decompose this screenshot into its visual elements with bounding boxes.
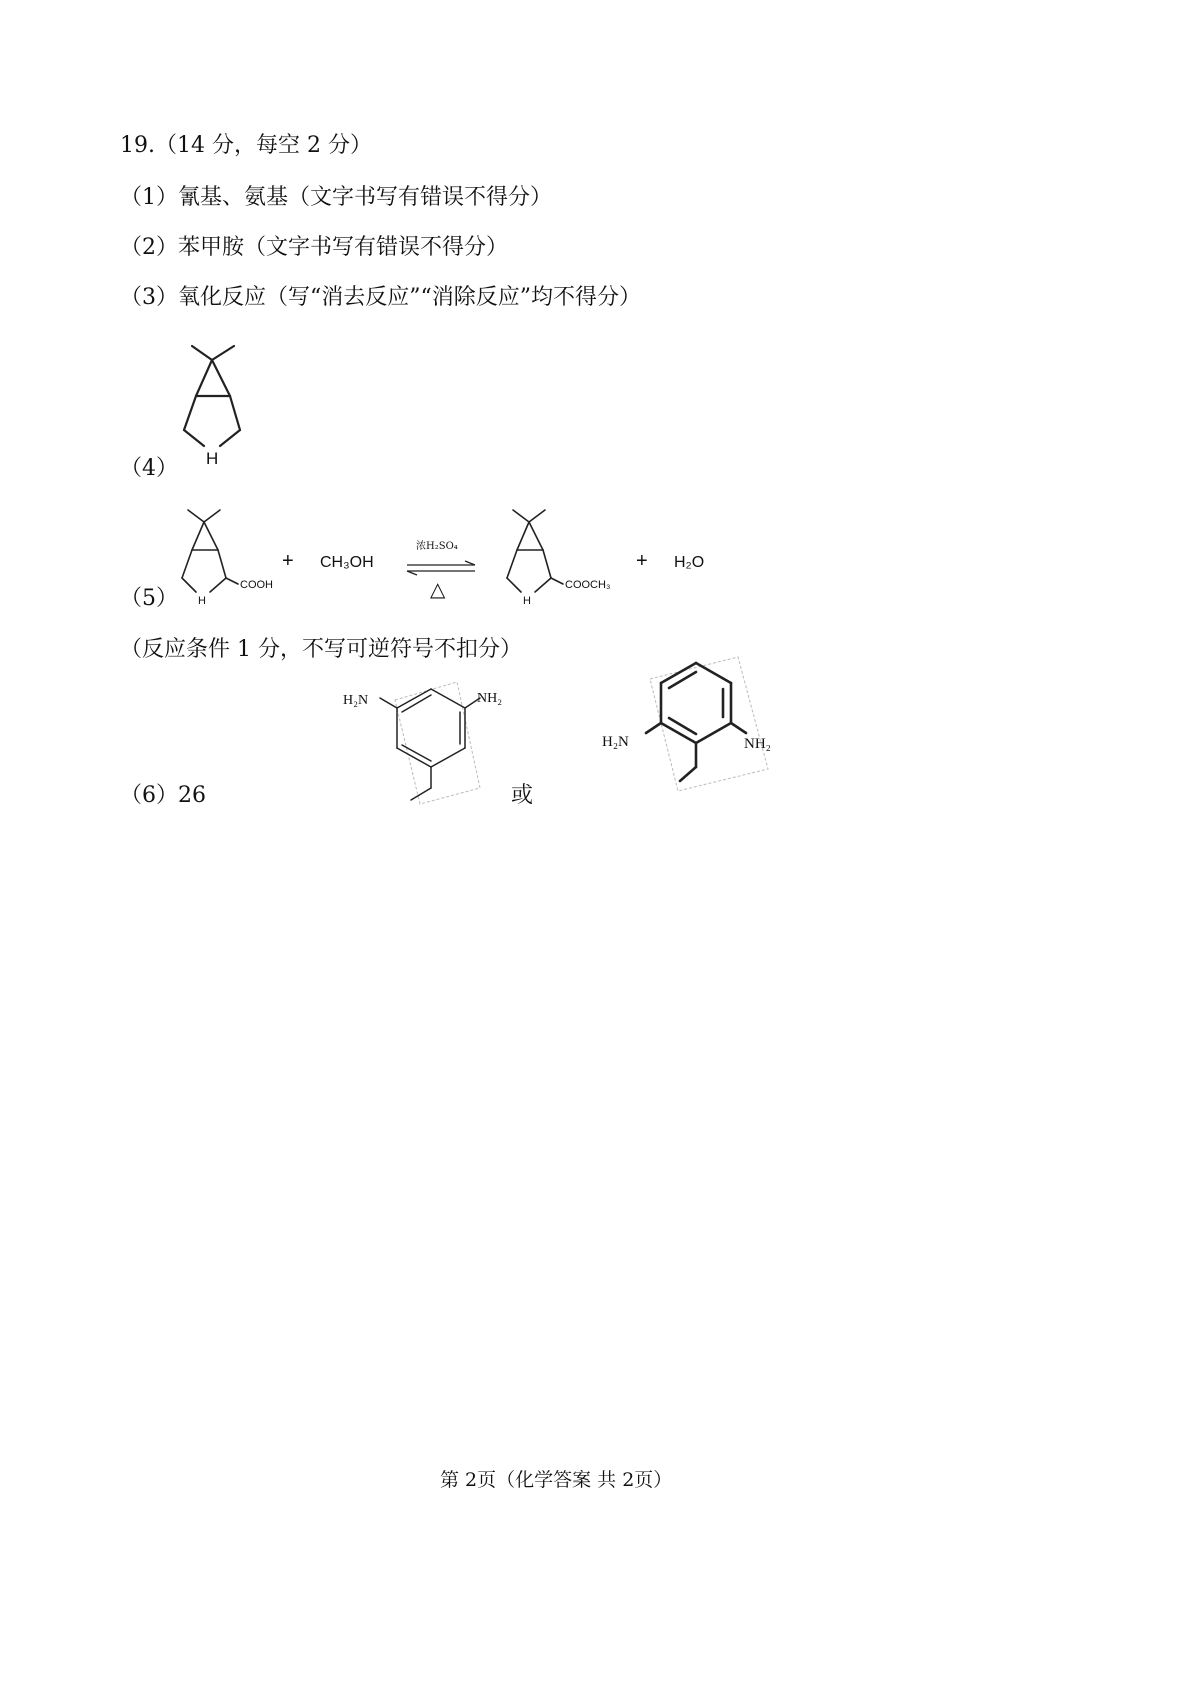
s6a-right-amine-label: NH₂ <box>477 691 503 706</box>
water-formula: H₂O <box>674 554 705 571</box>
page-footer: 第 2页（化学答案 共 2页） <box>440 1469 673 1491</box>
answer-6-or: 或 <box>511 783 534 808</box>
reaction-condition-top: 浓H₂SO₄ <box>416 541 458 552</box>
s5-right-group-label: COOCH₃ <box>565 579 611 591</box>
s4-nh-label: H <box>206 449 219 468</box>
reversible-arrow <box>405 560 477 576</box>
structure-5-reactant <box>170 500 290 610</box>
s6b-left-amine-label: H₂N <box>602 734 629 750</box>
answer-2: （2）苯甲胺（文字书写有错误不得分） <box>120 235 508 260</box>
structure-6a <box>335 670 520 815</box>
s6a-left-amine-label: H₂N <box>343 693 369 708</box>
reaction-condition-bottom: △ <box>430 579 446 601</box>
plus-sign-2: + <box>636 550 648 572</box>
answer-4-label: （4） <box>120 456 178 481</box>
answer-5-label: （5） <box>120 586 178 611</box>
structure-5-product <box>495 500 625 610</box>
answer-3: （3）氧化反应（写“消去反应”“消除反应”均不得分） <box>120 285 641 310</box>
plus-sign-1: + <box>282 550 294 572</box>
structure-6b <box>598 645 788 805</box>
s5-left-nh-label: H <box>198 595 206 607</box>
answer-5-note: （反应条件 1 分，不写可逆符号不扣分） <box>120 637 522 662</box>
structure-4 <box>170 340 260 475</box>
s5-left-group-label: COOH <box>240 579 273 591</box>
answer-6-label: （6）26 <box>120 783 206 808</box>
s6b-right-amine-label: NH₂ <box>744 736 771 752</box>
methanol-formula: CH₃OH <box>320 554 374 571</box>
question-header: 19.（14 分，每空 2 分） <box>120 133 372 158</box>
answer-1: （1）氰基、氨基（文字书写有错误不得分） <box>120 185 552 210</box>
s5-right-nh-label: H <box>523 595 531 607</box>
